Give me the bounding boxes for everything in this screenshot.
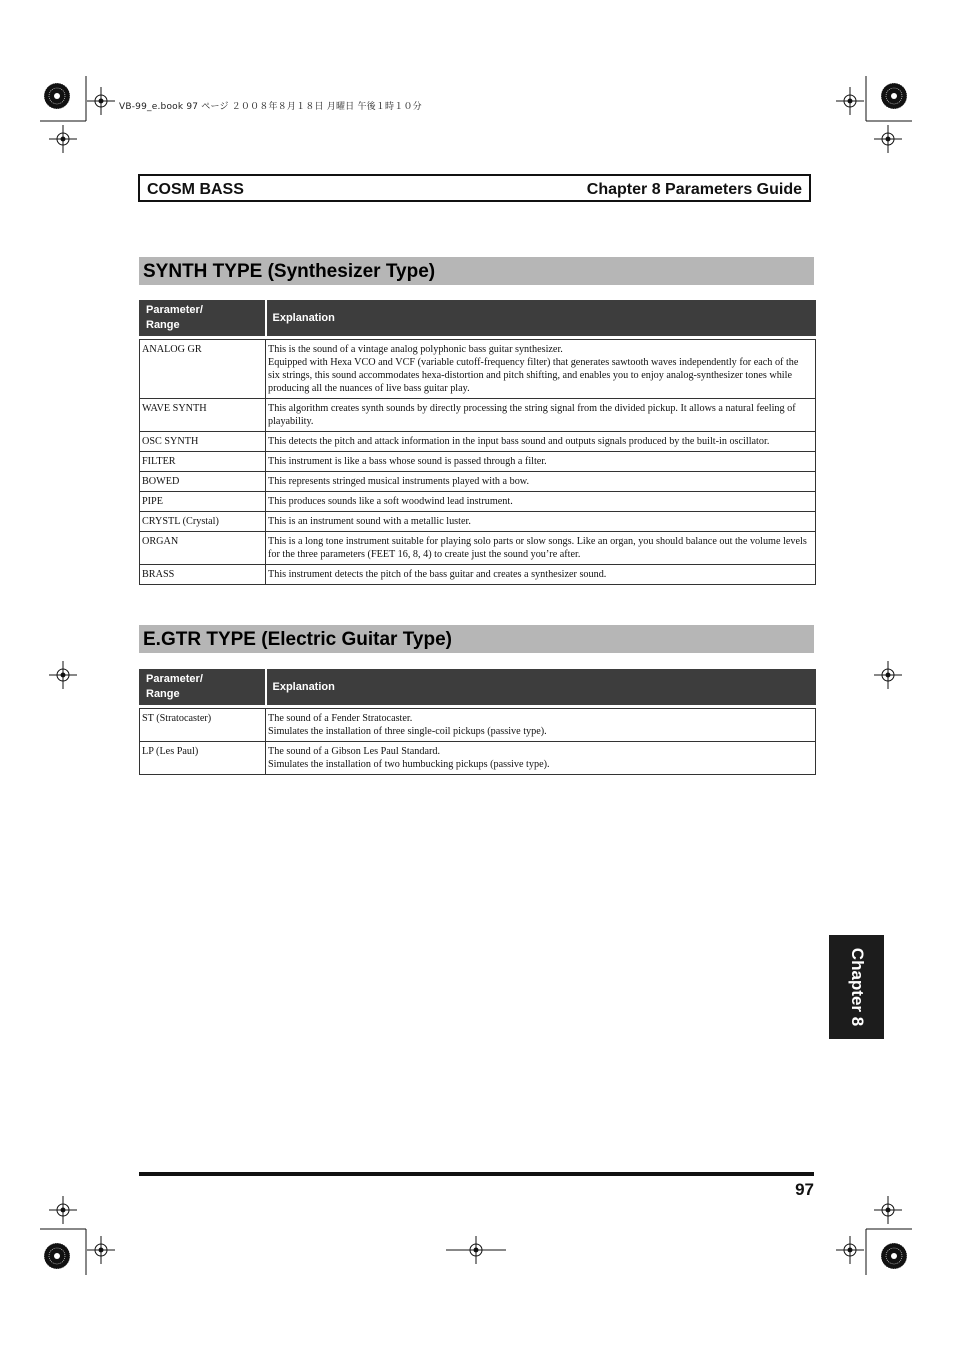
- explanation-cell: The sound of a Fender Stratocaster. Simulates the installation of three single-coil pickups (passive type).: [266, 709, 816, 742]
- table-row: [140, 472, 816, 492]
- explanation-cell: This algorithm creates synth sounds by directly processing the string signal from the divided pickup. It allows a natural feeling of playability.: [266, 399, 816, 432]
- explanation-cell: This detects the pitch and attack information in the input bass sound and outputs signals produced by the built-in oscillator.: [266, 432, 816, 452]
- table-row: [140, 399, 816, 432]
- header-section: COSM BASS: [147, 181, 244, 198]
- footer-rule: [139, 1172, 814, 1176]
- explanation-cell: This is the sound of a vintage analog polyphonic bass guitar synthesizer. Equipped with Hexa VCO and VCF (variable cutoff-frequency filter) that generates sawtooth waves independently for each of the six strings, this sound accommodates hexa-distortion and pitch shifting, and enables you to enjoy analog-synthesizer tones while producing all the nuances of live bass guitar play.: [266, 340, 816, 399]
- parameter-cell: PIPE: [140, 492, 266, 512]
- explanation-cell: The sound of a Gibson Les Paul Standard. Simulates the installation of two humbucking pickups (passive type).: [266, 742, 816, 775]
- col-header-parameter: Parameter/ Range: [140, 301, 266, 336]
- parameter-cell: ST (Stratocaster): [140, 709, 266, 742]
- explanation-cell: This is a long tone instrument suitable for playing solo parts or slow songs. Like an organ, you should balance out the volume levels for the three parameters (FEET 16, 8, 4) to create just the sound you’re after.: [266, 532, 816, 565]
- parameter-cell: OSC SYNTH: [140, 432, 266, 452]
- table-row: [140, 432, 816, 452]
- registration-target-icon: [881, 83, 907, 109]
- parameter-cell: BRASS: [140, 565, 266, 585]
- parameter-cell: CRYSTL (Crystal): [140, 512, 266, 532]
- table-row: [140, 340, 816, 399]
- parameter-cell: BOWED: [140, 472, 266, 492]
- parameter-cell: LP (Les Paul): [140, 742, 266, 775]
- col-header-explanation: Explanation: [266, 301, 816, 336]
- crosshair-icon: [874, 125, 902, 153]
- table-row: [140, 452, 816, 472]
- explanation-cell: This represents stringed musical instruments played with a bow.: [266, 472, 816, 492]
- synth-type-rows: [140, 340, 816, 585]
- table-row: [140, 512, 816, 532]
- crosshair-icon: [49, 661, 77, 689]
- egtr-type-heading: E.GTR TYPE (Electric Guitar Type): [139, 625, 814, 653]
- crosshair-icon: [49, 125, 77, 153]
- col-header-parameter: Parameter/ Range: [140, 670, 266, 705]
- chapter-tab-label: Chapter 8: [847, 947, 867, 1027]
- synth-type-heading: SYNTH TYPE (Synthesizer Type): [139, 257, 814, 285]
- registration-target-icon: [881, 1243, 907, 1269]
- chapter-tab: [829, 935, 884, 1039]
- table-row: [140, 565, 816, 585]
- explanation-cell: This instrument detects the pitch of the bass guitar and creates a synthesizer sound.: [266, 565, 816, 585]
- crosshair-icon: [836, 87, 864, 115]
- registration-target-icon: [44, 83, 70, 109]
- egtr-type-rows: [140, 709, 816, 775]
- running-header: [138, 174, 811, 202]
- col-header-explanation: Explanation: [266, 670, 816, 705]
- print-info: VB-99_e.book 97 ページ ２００８年８月１８日 月曜日 午後１時１０分: [119, 102, 422, 112]
- crosshair-icon: [49, 1196, 77, 1224]
- parameter-cell: ANALOG GR: [140, 340, 266, 399]
- explanation-cell: This produces sounds like a soft woodwind lead instrument.: [266, 492, 816, 512]
- table-row: [140, 742, 816, 775]
- crosshair-icon: [87, 1236, 115, 1264]
- registration-target-icon: [44, 1243, 70, 1269]
- explanation-cell: This is an instrument sound with a metallic luster.: [266, 512, 816, 532]
- parameter-cell: FILTER: [140, 452, 266, 472]
- crosshair-icon: [874, 661, 902, 689]
- crosshair-icon: [874, 1196, 902, 1224]
- crosshair-icon: [836, 1236, 864, 1264]
- parameter-cell: WAVE SYNTH: [140, 399, 266, 432]
- table-row: [140, 709, 816, 742]
- crosshair-icon: [87, 87, 115, 115]
- table-row: [140, 492, 816, 512]
- table-row: [140, 532, 816, 565]
- egtr-type-table: [139, 669, 816, 775]
- page-number: 97: [795, 1180, 814, 1199]
- explanation-cell: This instrument is like a bass whose sound is passed through a filter.: [266, 452, 816, 472]
- synth-type-table: [139, 300, 816, 585]
- parameter-cell: ORGAN: [140, 532, 266, 565]
- header-chapter-guide: Chapter 8 Parameters Guide: [586, 181, 802, 198]
